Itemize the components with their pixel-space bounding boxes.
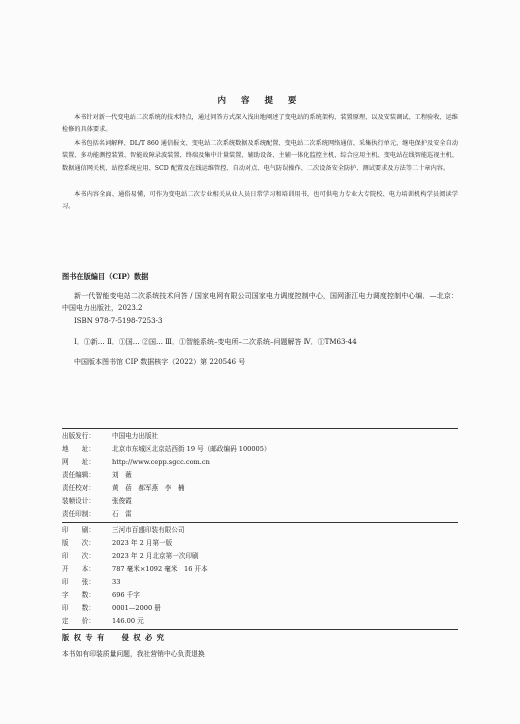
print-row: 印 数： 0001—2000 册	[62, 604, 161, 612]
publisher-row: 责任编辑： 刘 薇	[62, 471, 132, 479]
publisher-row: 责任校对： 黄 蓓 郝军燕 李 楠	[62, 484, 185, 492]
cip-line-title: 新一代智能变电站二次系统技术问答 / 国家电网有限公司国家电力调度控制中心，国网浙江电力调度控制中心编．—北京：中国电力出版社，2023.2	[62, 292, 458, 312]
publisher-row: 地 址： 北京市东城区北京站西街 19 号（邮政编码 100005）	[62, 445, 271, 453]
print-row: 开 本： 787 毫米×1092 毫米 16 开本	[62, 565, 208, 573]
publisher-row: 装帧设计： 张俊霞	[62, 497, 132, 505]
cip-title: 图书在版编目（CIP）数据	[62, 272, 149, 281]
summary-paragraph-2: 本书包括名词解释、DL/T 860 通信报文、变电站二次系统数据及系统配置、变电站二次系统网络通信、采集执行单元、继电保护及安全自动装置、多功能测控装置、智能故障录波装置、终端及集中计量装置、辅助设备、主辅一体化监控主机、综合应用主机、变电站在线智能巡视主机、数据通信网关机、站控系统应用、SCD 配置及在线运维管控、自动对点、电气防误操作、二次设备安全防护、测试要求及方法等二十章内容。	[62, 140, 458, 172]
publisher-row: 网 址： http://www.cepp.sgcc.com.cn	[62, 458, 210, 466]
print-row: 字 数： 696 千字	[62, 591, 140, 599]
publisher-row: 责任印制： 石 雷	[62, 510, 132, 518]
print-row: 印 刷： 三河市百盛印装有限公司	[62, 526, 185, 534]
summary-paragraph-1: 本书针对新一代变电站二次系统的技术特点，通过问答方式深入浅出地阐述了变电站的系统架构、装置原理，以及安装调试、工程验收、运维检修的具体要求。	[62, 114, 458, 134]
divider-middle	[62, 522, 458, 523]
cip-line-classification: Ⅰ．①新… Ⅱ．①国… ②国… Ⅲ．①智能系统–变电所–二次系统–问题解答 Ⅳ．①TM63-44	[74, 338, 357, 346]
summary-title: 内 容 提 要	[217, 96, 303, 106]
copyright-title: 版 权 专 有 侵 权 必 究	[62, 633, 165, 642]
divider-top	[62, 428, 458, 429]
cip-line-isbn: ISBN 978-7-5198-7253-3	[74, 317, 163, 325]
summary-paragraph-3: 本书内容全面、通俗易懂，可作为变电站二次专业相关从业人员日常学习和培训用书，也可供电力专业大专院校、电力培训机构学员阅读学习。	[62, 191, 458, 211]
publisher-row: 出版发行： 中国电力出版社	[62, 432, 159, 440]
cip-line-number: 中国版本图书馆 CIP 数据核字（2022）第 220546 号	[74, 358, 246, 366]
print-row: 印 次： 2023 年 2 月北京第一次印刷	[62, 552, 199, 560]
print-row: 定 价： 146.00 元	[62, 617, 144, 625]
print-row: 版 次： 2023 年 2 月第一版	[62, 539, 173, 547]
print-row: 印 张： 33	[62, 578, 121, 586]
copyright-note: 本书如有印装质量问题，我社营销中心负责退换	[62, 650, 205, 658]
divider-bottom	[62, 629, 458, 630]
